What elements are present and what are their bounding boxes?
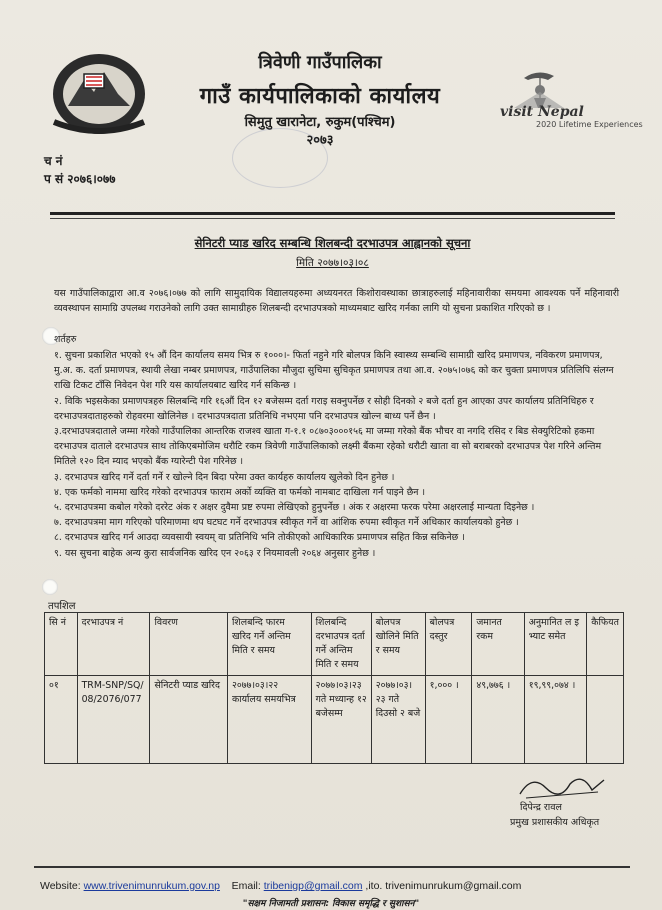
table-cell: २०७७।०३।२३ गते मध्यान्ह १२ बजेसम्म bbox=[311, 676, 371, 764]
column-header: दरभाउपत्र नं bbox=[77, 613, 150, 676]
ito-label: ,ito. bbox=[362, 880, 386, 892]
footer-contact bbox=[40, 880, 630, 892]
notice-intro: यस गाउँपालिकाद्वारा आ.व २०७६।०७७ को लागि सामुदायिक विद्यालयहरुमा अध्ययनरत किशोरावस्थाका छात्राहरुलाई महिनावारीका समयमा आवश्यक पर्ने महिनावारी व्यवस्थापन सामाग्रि उपलब्ध गराउनेको लागि उक्त सामाग्रीहरु शिलबन्दी दरभाउपत्रको माध्यमबाट खरिद गर्नका लागि यो सुचना प्रकाशित गरिएको छ । bbox=[54, 288, 619, 315]
nepal-emblem-icon bbox=[44, 44, 154, 140]
established-year: २०७३ bbox=[306, 133, 334, 148]
column-header: जमानत रकम bbox=[472, 613, 524, 676]
email-label: Email: bbox=[231, 880, 264, 892]
condition-item: १. सुचना प्रकाशित भएको १५ औं दिन कार्यालय समय भित्र रु १०००।- फिर्ता नहुने गरि बोलपत्र किनि स्वास्थ्य सम्बन्धि सामाग्री खरिद प्रमाणपत्र, नविकरण प्रमाणपत्र, मु.अ. क. दर्ता प्रमाणपत्र, स्थायी लेखा नम्बर प्रमाणपत्र, गाउँपालिका मौजुदा सुचिमा सुचिकृत प्रमाणपत्र तथा आ.व. २०७५।०७६ को कर चुक्ता प्रमाणपत्र प्रतिलिपि संलग्न राखि टिकट टाँसि निवेदन पेश गरि यस कार्यालयबाट खरिद गर्न सकिन्छ । bbox=[54, 350, 614, 392]
table-cell: TRM-SNP/SQ/08/2076/077 bbox=[77, 676, 150, 764]
table-cell: ४९,७७६ । bbox=[472, 676, 524, 764]
conditions-heading: शर्तहरु bbox=[54, 334, 77, 345]
header-divider-thin bbox=[50, 218, 615, 219]
column-header: शिलबन्दि दरभाउपत्र दर्ता गर्ने अन्तिम मिति र समय bbox=[311, 613, 371, 676]
office-name: गाउँ कार्यपालिकाको कार्यालय bbox=[199, 84, 441, 109]
punch-hole bbox=[42, 579, 58, 595]
signatory-title: प्रमुख प्रशासकीय अधिकृत bbox=[510, 817, 600, 828]
signatory-name: दिपेन्द्र रावल bbox=[520, 802, 562, 813]
visit-nepal-text: visit Nepal bbox=[500, 104, 584, 120]
condition-item: २. विकि भइसकेका प्रमाणपत्रहरु सिलबन्दि गरि १६औं दिन १२ बजेसम्म दर्ता गराइ सक्नुपर्नेछ र सोही दिनको २ बजे दर्ता हुन आएका उपर कार्यालय प्रतिनिधिहरु र दरभाउपत्रदाताहरुको रोहवरमा खोलिनेछ । दरभाउपत्रदाता प्रतिनिधि नभएमा पनि दरभाउपत्र खोल्न बाध्य पर्ने छैन । bbox=[54, 395, 594, 422]
column-header: बोलपत्र खोलिने मिति र समय bbox=[371, 613, 425, 676]
footer-motto: "सक्षम निजामती प्रशासन: विकास समृद्धि र सुशासन" bbox=[242, 899, 420, 909]
table-row bbox=[45, 676, 624, 764]
website-label: Website: bbox=[40, 880, 84, 892]
column-header: विवरण bbox=[150, 613, 228, 676]
condition-item: ५. दरभाउपत्रमा कबोल गरेको दररेट अंक र अक्षर दुवैमा प्रष्ट रुपमा लेखिएको हुनुपर्नेछ । अंक र अक्षरमा फरक परेमा अक्षरलाई मान्यता दिइनेछ । bbox=[54, 502, 535, 514]
column-header: अनुमानित ल इ भ्याट समेत bbox=[524, 613, 587, 676]
office-address: सिमुतु खारानेटा, रुकुम(पश्चिम) bbox=[244, 115, 396, 130]
header-divider bbox=[50, 212, 615, 215]
pa-san: प सं २०७६।०७७ bbox=[44, 172, 116, 186]
email-link[interactable]: tribenigp@gmail.com bbox=[263, 880, 363, 892]
condition-item: ४. एक फर्मको नाममा खरिद गरेको दरभाउपत्र फाराम अर्को व्यक्ति वा फर्मको नामबाट दाखिला गर्न पाइने छैन । bbox=[54, 486, 426, 498]
conditions-list bbox=[54, 348, 619, 561]
column-header: बोलपत्र दस्तुर bbox=[425, 613, 472, 676]
condition-item: ३.दरभाउपत्रदाताले जम्मा गरेको गाउँपालिका आन्तरिक राजश्व खाता ग-१.१ ०८७०३०००१५६ मा जम्मा गरेको बैंक भौचर वा नगदि रसिद र बिड सेक्युरिटिको हकमा दरभाउपत्र दाताले दरभाउपत्र साथ तोकिएबमोजिम धरौटि रकम त्रिवेणी गाउँपालिकाको लक्ष्मी बैंकमा रहेको धरौटी खाता वा सो बराबरको दरभाउपत्र पेश गरिने अन्तिम मितिले १२० दिन म्याद भएको बैंक ग्यारेन्टी पेश गरिनेछ । bbox=[54, 426, 602, 468]
column-header: सि नं bbox=[45, 613, 78, 676]
signature-icon bbox=[512, 768, 612, 804]
footer-divider bbox=[34, 866, 630, 868]
column-header: कैफियत bbox=[587, 613, 624, 676]
table-label: तपशिल bbox=[48, 601, 76, 612]
table-cell: २०७७।०३।२२ कार्यालय समयभित्र bbox=[227, 676, 311, 764]
table-cell: १,००० । bbox=[425, 676, 472, 764]
ito-email: trivenimunrukum@gmail.com bbox=[385, 880, 522, 892]
table-cell: सेनिटरी प्याड खरिद bbox=[150, 676, 228, 764]
condition-item: ७. दरभाउपत्रमा माग गरिएको परिमाणमा थप घटघट गर्ने दरभाउपत्र स्वीकृत गर्ने वा आंशिक रुपमा स्वीकृत गर्ने अधिकार कार्यालयको हुनेछ । bbox=[54, 517, 519, 529]
table-header-row bbox=[45, 613, 624, 676]
notice-date: मिति २०७७।०३।०८ bbox=[296, 257, 369, 269]
notice-title: सेनिटरी प्याड खरिद सम्बन्धि शिलबन्दी दरभाउपत्र आह्वानको सूचना bbox=[194, 236, 471, 250]
faded-stamp bbox=[232, 128, 328, 188]
municipality-name: त्रिवेणी गाउँपालिका bbox=[258, 52, 382, 73]
visit-nepal-year: 2020 Lifetime Experiences bbox=[536, 120, 643, 129]
website-link[interactable]: www.trivenimunrukum.gov.np bbox=[83, 880, 220, 892]
table-cell: २०७७।०३।२३ गते दिउसो २ बजे bbox=[371, 676, 425, 764]
condition-item: ३. दरभाउपत्र खरिद गर्ने दर्ता गर्ने र खोल्ने दिन बिदा परेमा उक्त कार्यहरु कार्यालय खुलेको दिन हुनेछ । bbox=[54, 471, 395, 483]
bid-details-table bbox=[44, 612, 624, 764]
column-header: शिलबन्दि फारम खरिद गर्ने अन्तिम मिति र समय bbox=[227, 613, 311, 676]
cha-no: च नं bbox=[44, 154, 63, 168]
condition-item: ८. दरभाउपत्र खरिद गर्न आउदा व्यवसायी स्वयम् वा प्रतिनिधि भनि तोकीएको आधिकारिक प्रमाणपत्र सहित किन्न सकिनेछ । bbox=[54, 532, 465, 544]
table-cell: १९,९९,०७४ । bbox=[524, 676, 587, 764]
condition-item: ९. यस सुचना बाहेक अन्य कुरा सार्वजनिक खरिद एन २०६३ र नियमावली २०६४ अनुसार हुनेछ । bbox=[54, 547, 376, 559]
table-cell bbox=[587, 676, 624, 764]
table-cell: ०१ bbox=[45, 676, 78, 764]
